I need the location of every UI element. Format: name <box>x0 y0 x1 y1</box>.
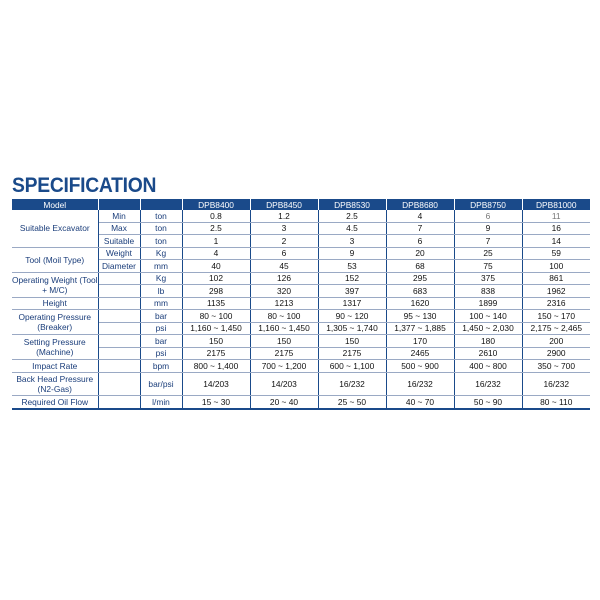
table-cell: 100 ~ 140 <box>454 310 522 323</box>
table-cell: 16 <box>522 222 590 235</box>
table-cell: 295 <box>386 272 454 285</box>
row-sub-label <box>98 372 140 395</box>
row-group-label: Operating Weight (Tool + M/C) <box>12 272 98 297</box>
table-cell: 2316 <box>522 297 590 310</box>
row-sub-label <box>98 297 140 310</box>
table-cell: 2465 <box>386 347 454 360</box>
row-unit: ton <box>140 235 182 248</box>
model-column-header: DPB8530 <box>318 199 386 210</box>
specification-table <box>12 199 590 410</box>
table-cell: 45 <box>250 260 318 273</box>
table-cell: 298 <box>182 285 250 298</box>
table-cell: 80 ~ 110 <box>522 395 590 409</box>
table-cell: 1317 <box>318 297 386 310</box>
table-cell: 180 <box>454 335 522 348</box>
table-cell: 1135 <box>182 297 250 310</box>
table-cell: 59 <box>522 247 590 260</box>
table-cell: 1620 <box>386 297 454 310</box>
model-column-header: DPB8680 <box>386 199 454 210</box>
table-cell: 50 ~ 90 <box>454 395 522 409</box>
table-cell: 2175 <box>182 347 250 360</box>
table-cell: 40 <box>182 260 250 273</box>
table-cell: 3 <box>318 235 386 248</box>
row-group-label: Tool (Moil Type) <box>12 247 98 272</box>
table-cell: 1213 <box>250 297 318 310</box>
table-cell: 11 <box>522 210 590 222</box>
row-unit: ton <box>140 210 182 222</box>
table-cell: 6 <box>386 235 454 248</box>
table-cell: 68 <box>386 260 454 273</box>
table-cell: 16/232 <box>386 372 454 395</box>
table-cell: 9 <box>318 247 386 260</box>
table-cell: 150 <box>318 335 386 348</box>
table-row <box>12 310 590 323</box>
table-cell: 20 ~ 40 <box>250 395 318 409</box>
row-sub-label: Suitable <box>98 235 140 248</box>
table-cell: 150 ~ 170 <box>522 310 590 323</box>
row-group-label: Back Head Pressure (N2-Gas) <box>12 372 98 395</box>
table-cell: 4.5 <box>318 222 386 235</box>
table-cell: 20 <box>386 247 454 260</box>
row-unit: bpm <box>140 360 182 373</box>
row-unit: ton <box>140 222 182 235</box>
table-cell: 14/203 <box>182 372 250 395</box>
row-sub-label <box>98 285 140 298</box>
table-cell: 16/232 <box>318 372 386 395</box>
table-cell: 14/203 <box>250 372 318 395</box>
table-cell: 800 ~ 1,400 <box>182 360 250 373</box>
table-cell: 2 <box>250 235 318 248</box>
table-cell: 1899 <box>454 297 522 310</box>
table-cell: 375 <box>454 272 522 285</box>
table-cell: 6 <box>250 247 318 260</box>
table-cell: 102 <box>182 272 250 285</box>
table-cell: 25 <box>454 247 522 260</box>
table-cell: 4 <box>386 210 454 222</box>
table-cell: 1 <box>182 235 250 248</box>
table-row <box>12 272 590 285</box>
table-cell: 2175 <box>318 347 386 360</box>
page-title: SPECIFICATION <box>12 174 157 197</box>
table-row <box>12 235 590 248</box>
table-row <box>12 372 590 395</box>
table-cell: 1,160 ~ 1,450 <box>182 322 250 335</box>
table-cell: 53 <box>318 260 386 273</box>
table-cell: 500 ~ 900 <box>386 360 454 373</box>
table-cell: 350 ~ 700 <box>522 360 590 373</box>
table-cell: 152 <box>318 272 386 285</box>
table-cell: 861 <box>522 272 590 285</box>
table-cell: 40 ~ 70 <box>386 395 454 409</box>
table-header-row <box>12 199 590 210</box>
table-row <box>12 395 590 409</box>
row-unit: bar/psi <box>140 372 182 395</box>
table-cell: 600 ~ 1,100 <box>318 360 386 373</box>
table-cell: 1962 <box>522 285 590 298</box>
table-row <box>12 247 590 260</box>
row-unit: l/min <box>140 395 182 409</box>
table-cell: 2.5 <box>182 222 250 235</box>
table-cell: 2610 <box>454 347 522 360</box>
table-row <box>12 210 590 222</box>
model-column-header: DPB8750 <box>454 199 522 210</box>
row-group-label: Required Oil Flow <box>12 395 98 409</box>
row-sub-label <box>98 335 140 348</box>
row-sub-label <box>98 310 140 323</box>
table-cell: 1,305 ~ 1,740 <box>318 322 386 335</box>
row-unit: psi <box>140 347 182 360</box>
table-cell: 3 <box>250 222 318 235</box>
model-column-header: DPB8400 <box>182 199 250 210</box>
table-cell: 6 <box>454 210 522 222</box>
row-sub-label: Max <box>98 222 140 235</box>
row-group-label: Suitable Excavator <box>12 210 98 247</box>
table-cell: 320 <box>250 285 318 298</box>
table-cell: 80 ~ 100 <box>250 310 318 323</box>
row-sub-label: Weight <box>98 247 140 260</box>
table-cell: 1,377 ~ 1,885 <box>386 322 454 335</box>
row-sub-label: Min <box>98 210 140 222</box>
table-cell: 2.5 <box>318 210 386 222</box>
table-cell: 2900 <box>522 347 590 360</box>
table-row <box>12 285 590 298</box>
table-cell: 170 <box>386 335 454 348</box>
row-unit: psi <box>140 322 182 335</box>
model-column-header: DPB8450 <box>250 199 318 210</box>
row-group-label: Setting Pressure (Machine) <box>12 335 98 360</box>
model-header: Model <box>12 199 98 210</box>
row-unit: lb <box>140 285 182 298</box>
table-row <box>12 260 590 273</box>
table-cell: 838 <box>454 285 522 298</box>
table-cell: 1.2 <box>250 210 318 222</box>
table-cell: 4 <box>182 247 250 260</box>
table-row <box>12 360 590 373</box>
table-cell: 80 ~ 100 <box>182 310 250 323</box>
table-cell: 700 ~ 1,200 <box>250 360 318 373</box>
table-cell: 25 ~ 50 <box>318 395 386 409</box>
table-cell: 90 ~ 120 <box>318 310 386 323</box>
table-cell: 1,160 ~ 1,450 <box>250 322 318 335</box>
table-cell: 2175 <box>250 347 318 360</box>
table-cell: 0.8 <box>182 210 250 222</box>
table-cell: 75 <box>454 260 522 273</box>
table-row <box>12 322 590 335</box>
table-cell: 150 <box>250 335 318 348</box>
table-cell: 16/232 <box>522 372 590 395</box>
table-cell: 7 <box>454 235 522 248</box>
row-unit: mm <box>140 297 182 310</box>
row-sub-label <box>98 272 140 285</box>
row-sub-label <box>98 322 140 335</box>
row-group-label: Height <box>12 297 98 310</box>
row-unit: Kg <box>140 272 182 285</box>
row-unit: Kg <box>140 247 182 260</box>
row-unit: bar <box>140 310 182 323</box>
table-row <box>12 297 590 310</box>
table-cell: 95 ~ 130 <box>386 310 454 323</box>
model-column-header: DPB81000 <box>522 199 590 210</box>
table-cell: 2,175 ~ 2,465 <box>522 322 590 335</box>
table-row <box>12 335 590 348</box>
table-cell: 9 <box>454 222 522 235</box>
row-unit: bar <box>140 335 182 348</box>
table-cell: 14 <box>522 235 590 248</box>
header-blank <box>98 199 140 210</box>
row-sub-label <box>98 347 140 360</box>
row-sub-label <box>98 395 140 409</box>
row-sub-label: Diameter <box>98 260 140 273</box>
table-row <box>12 347 590 360</box>
row-unit: mm <box>140 260 182 273</box>
table-cell: 400 ~ 800 <box>454 360 522 373</box>
table-row <box>12 222 590 235</box>
table-cell: 16/232 <box>454 372 522 395</box>
table-cell: 100 <box>522 260 590 273</box>
row-sub-label <box>98 360 140 373</box>
table-cell: 126 <box>250 272 318 285</box>
table-cell: 397 <box>318 285 386 298</box>
row-group-label: Operating Pressure (Breaker) <box>12 310 98 335</box>
table-cell: 683 <box>386 285 454 298</box>
header-blank <box>140 199 182 210</box>
table-cell: 7 <box>386 222 454 235</box>
table-cell: 15 ~ 30 <box>182 395 250 409</box>
table-cell: 150 <box>182 335 250 348</box>
table-cell: 200 <box>522 335 590 348</box>
row-group-label: Impact Rate <box>12 360 98 373</box>
table-cell: 1,450 ~ 2,030 <box>454 322 522 335</box>
